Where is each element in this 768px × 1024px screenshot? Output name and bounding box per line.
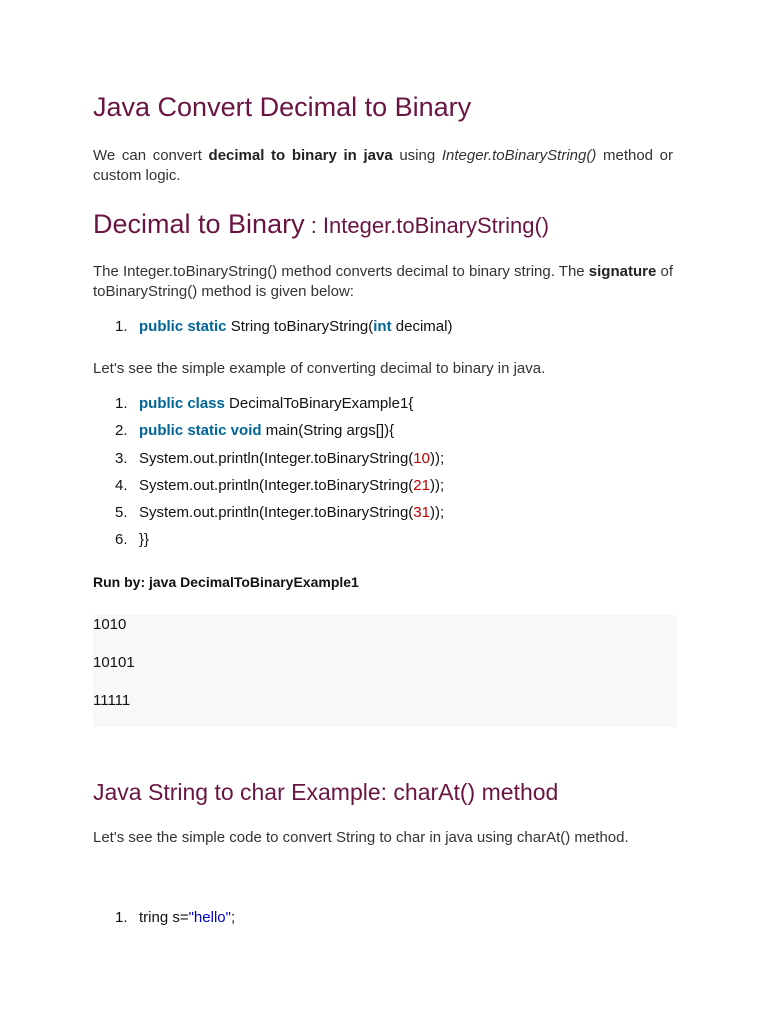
code-line xyxy=(93,313,452,340)
intro-text-3: method or custom logic. xyxy=(93,147,673,184)
code-text: DecimalToBinaryExample1{ xyxy=(224,395,414,412)
run-by-label: Run by: java DecimalToBinaryExample1 xyxy=(93,574,359,590)
code-text: System.out.println(Integer.toBinaryString( xyxy=(139,504,414,522)
output-line: 10101 xyxy=(93,654,135,671)
code-text: String toBinaryString( xyxy=(226,318,374,335)
code-keyword: public class xyxy=(139,395,225,412)
desc-text-2: of toBinaryString() method is given below: xyxy=(93,263,673,300)
example-intro: Let's see the simple example of converting decimal to binary in java. xyxy=(93,360,546,377)
signature-code-block xyxy=(93,313,452,340)
intro-text-1: We can convert xyxy=(93,147,209,164)
code-line xyxy=(93,417,444,444)
code-text: )); xyxy=(429,449,445,467)
code-keyword: int xyxy=(373,318,392,335)
line-number: 1. xyxy=(115,318,128,335)
section-heading-sub: : Integer.toBinaryString() xyxy=(304,213,550,238)
code-text: ; xyxy=(230,909,236,926)
code-line xyxy=(93,472,444,499)
program-output xyxy=(93,615,677,727)
output-line: 1010 xyxy=(93,616,127,633)
line-number: 6. xyxy=(115,531,128,549)
line-number: 1. xyxy=(115,909,128,926)
intro-italic: Integer.toBinaryString() xyxy=(441,147,597,164)
intro-text-2: using xyxy=(392,147,442,164)
intro-bold: decimal to binary in java xyxy=(208,147,393,164)
code-text: decimal) xyxy=(391,318,453,335)
code-number: 10 xyxy=(413,449,430,467)
line-number: 4. xyxy=(115,476,128,494)
line-number: 1. xyxy=(115,395,128,412)
section-heading-main: Decimal to Binary xyxy=(93,209,305,239)
code-text: )); xyxy=(429,476,445,494)
code-line xyxy=(93,390,444,417)
page-title: Java Convert Decimal to Binary xyxy=(93,92,472,122)
charat-description: Let's see the simple code to convert String to char in java using charAt() method. xyxy=(93,829,629,846)
code-text: }} xyxy=(139,531,150,549)
example-code-block xyxy=(93,390,444,554)
section-heading-string-to-char: Java String to char Example: charAt() method xyxy=(93,779,559,805)
code-line xyxy=(93,526,444,553)
line-number: 2. xyxy=(115,422,128,440)
signature-description xyxy=(93,262,673,302)
code-line xyxy=(93,445,444,472)
code-text: System.out.println(Integer.toBinaryString( xyxy=(139,476,414,494)
desc-text-1: The Integer.toBinaryString() method converts decimal to binary string. The xyxy=(93,263,589,280)
code-text: main(String args[]){ xyxy=(261,422,395,440)
code-line xyxy=(93,499,444,526)
intro-paragraph xyxy=(93,146,673,186)
code-text: tring s= xyxy=(139,909,189,926)
code-number: 31 xyxy=(413,504,430,522)
code-text: )); xyxy=(429,504,445,522)
code-line xyxy=(93,904,235,931)
section-heading-decimal-to-binary xyxy=(93,209,549,240)
output-line: 11111 xyxy=(93,692,131,709)
line-number: 3. xyxy=(115,449,128,467)
code-string: "hello" xyxy=(188,909,231,926)
code-keyword: public static void xyxy=(139,422,262,440)
code-number: 21 xyxy=(413,476,430,494)
code-text: System.out.println(Integer.toBinaryString( xyxy=(139,449,414,467)
charat-code-block xyxy=(93,904,235,931)
desc-bold: signature xyxy=(588,263,657,280)
code-keyword: public static xyxy=(139,318,227,335)
line-number: 5. xyxy=(115,504,128,522)
